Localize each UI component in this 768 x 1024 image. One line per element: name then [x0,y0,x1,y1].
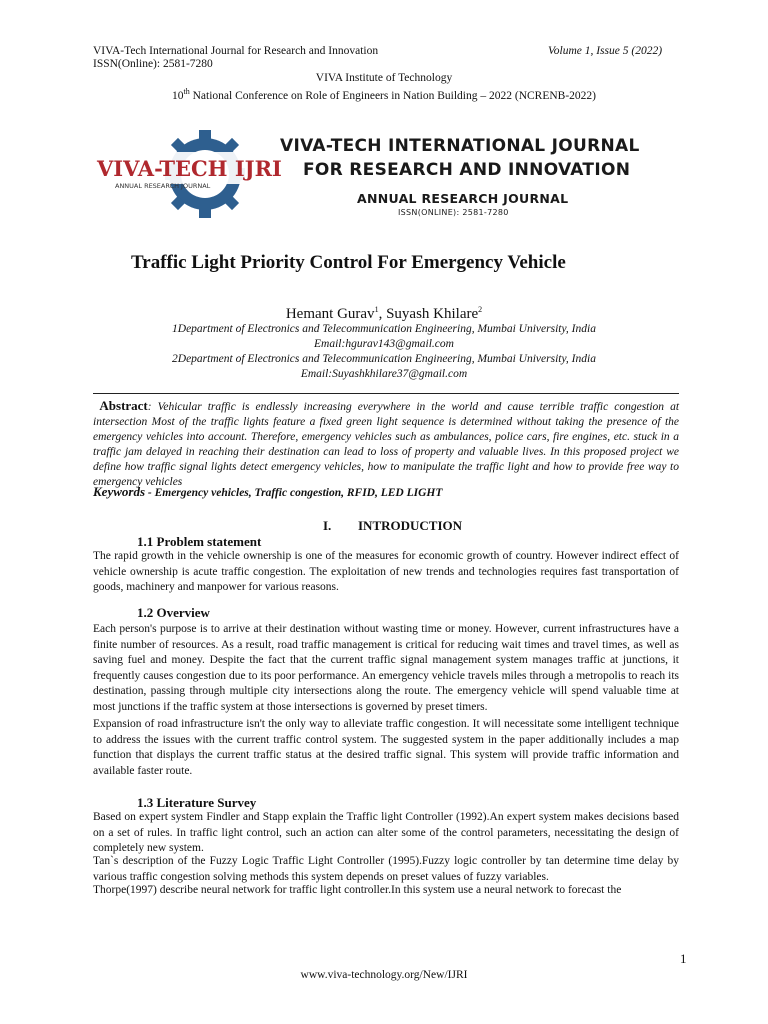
institute-header: VIVA Institute of Technology [315,72,453,84]
logo-title-line1: VIVA-TECH INTERNATIONAL JOURNAL [280,136,640,156]
email-2: Email:Suyashkhilare37@gmail.com [300,368,468,380]
affiliation-1: 1Department of Electronics and Telecommunication Engineering, Mumbai University, India [172,323,596,335]
logo-title-line3: ANNUAL RESEARCH JOURNAL [357,191,569,206]
heading-problem-statement: 1.1 Problem statement [137,534,262,549]
section-intro-title: INTRODUCTION [358,518,463,533]
paragraph-literature-3: Thorpe(1997) describe neural network for traffic light controller.In this system use a neural network to forecast the [93,884,622,896]
heading-overview: 1.2 Overview [137,605,210,620]
paragraph-overview-2: Expansion of road infrastructure isn't the only way to alleviate traffic congestion. It will necessitate some intelligent technique to address the issues with the current traffic control system. The suggested system in the paper additionally includes a map function that displays the current traffic status at the desired traffic signal. This system will provide traffic information and available faster route. [93,718,679,777]
journal-header: VIVA-Tech International Journal for Research and Innovation [93,45,379,57]
keywords: Keywords - Emergency vehicles, Traffic congestion, RFID, LED LIGHT [93,484,443,499]
paragraph-literature-1: Based on expert system Findler and Stapp explain the Traffic light Controller (1992).An expert system makes decisions based on a set of rules. In traffic light control, such an action can alter some of the control parameters, necessitating the design of completely new system. [93,811,679,854]
paragraph-overview-1: Each person's purpose is to arrive at their destination without wasting time or money. However, current infrastructures have a finite number of resources. As a result, road traffic management is critical for reducing wait times and travel times, as well as saving fuel and money. Despite the fact that the current traffic signal management system manages traffic at junctions, it frequently causes congestion due to its poor performance. An emergency vehicle travels miles through a metropolis to reach its destination, passing through multiple city intersections along the route. The emergency vehicle will spend valuable time at most junctions if the traffic system at those intersections is governed by preset timers. [93,623,679,713]
paragraph-literature-2: Tan`s description of the Fuzzy Logic Traffic Light Controller (1995).Fuzzy logic controller by tan determine time delay by various traffic congestion solving methods this system depends on preset values of fuzzy variables. [93,855,679,883]
footer-url: www.viva-technology.org/New/IJRI [300,969,468,981]
email-1: Email:hgurav143@gmail.com [314,338,454,350]
logo-brand-sub: ANNUAL RESEARCH JOURNAL [115,182,211,190]
page-number: 1 [680,951,687,966]
abstract-label: Abstract [99,398,148,413]
section-intro-number: I. [323,518,332,533]
author-list: Hemant Gurav$^1$, Suyash Khilare$^2$ [285,305,483,322]
volume-header: Volume 1, Issue 5 (2022) [548,45,663,57]
abstract: Abstract: Vehicular traffic is endlessly increasing everywhere in the world and cause terrible traffic congestion at intersection Most of the traffic lights feature a fixed green light sequence is determined without taking the presence of the emergency vehicles into account. Therefore, emergency vehicles such as ambulances, police cars, fire engines, etc. stuck in a traffic jam delayed in reaching their destination can lead to loss of property and valuable lives. In this proposed project we define how traffic signal lights detect emergency vehicles, how to manipulate the traffic light and how to provide free way to emergency vehicles [93,398,680,488]
affiliation-2: 2Department of Electronics and Telecommunication Engineering, Mumbai University, India [172,353,596,365]
logo-brand: VIVA-TECH IJRI [97,156,282,181]
logo-title-line2: FOR RESEARCH AND INNOVATION [303,160,631,180]
journal-logo [95,124,285,222]
issn-header: ISSN(Online): 2581-7280 [93,58,213,70]
abstract-rule [93,393,679,394]
paragraph-problem-statement: The rapid growth in the vehicle ownership is one of the measures for economic growth of country. However indirect effect of vehicle ownership is acute traffic congestion. The exploitation of new trends and technologies requires fast transportation of goods, machinery and manpower for various reasons. [93,550,679,593]
paper-title: Traffic Light Priority Control For Emergency Vehicle [131,252,566,273]
heading-literature-survey: 1.3 Literature Survey [137,795,257,810]
logo-issn: ISSN(ONLINE): 2581-7280 [398,208,509,217]
conference-header: 10th National Conference on Role of Engineers in Nation Building – 2022 (NCRENB-2022) [172,87,596,102]
